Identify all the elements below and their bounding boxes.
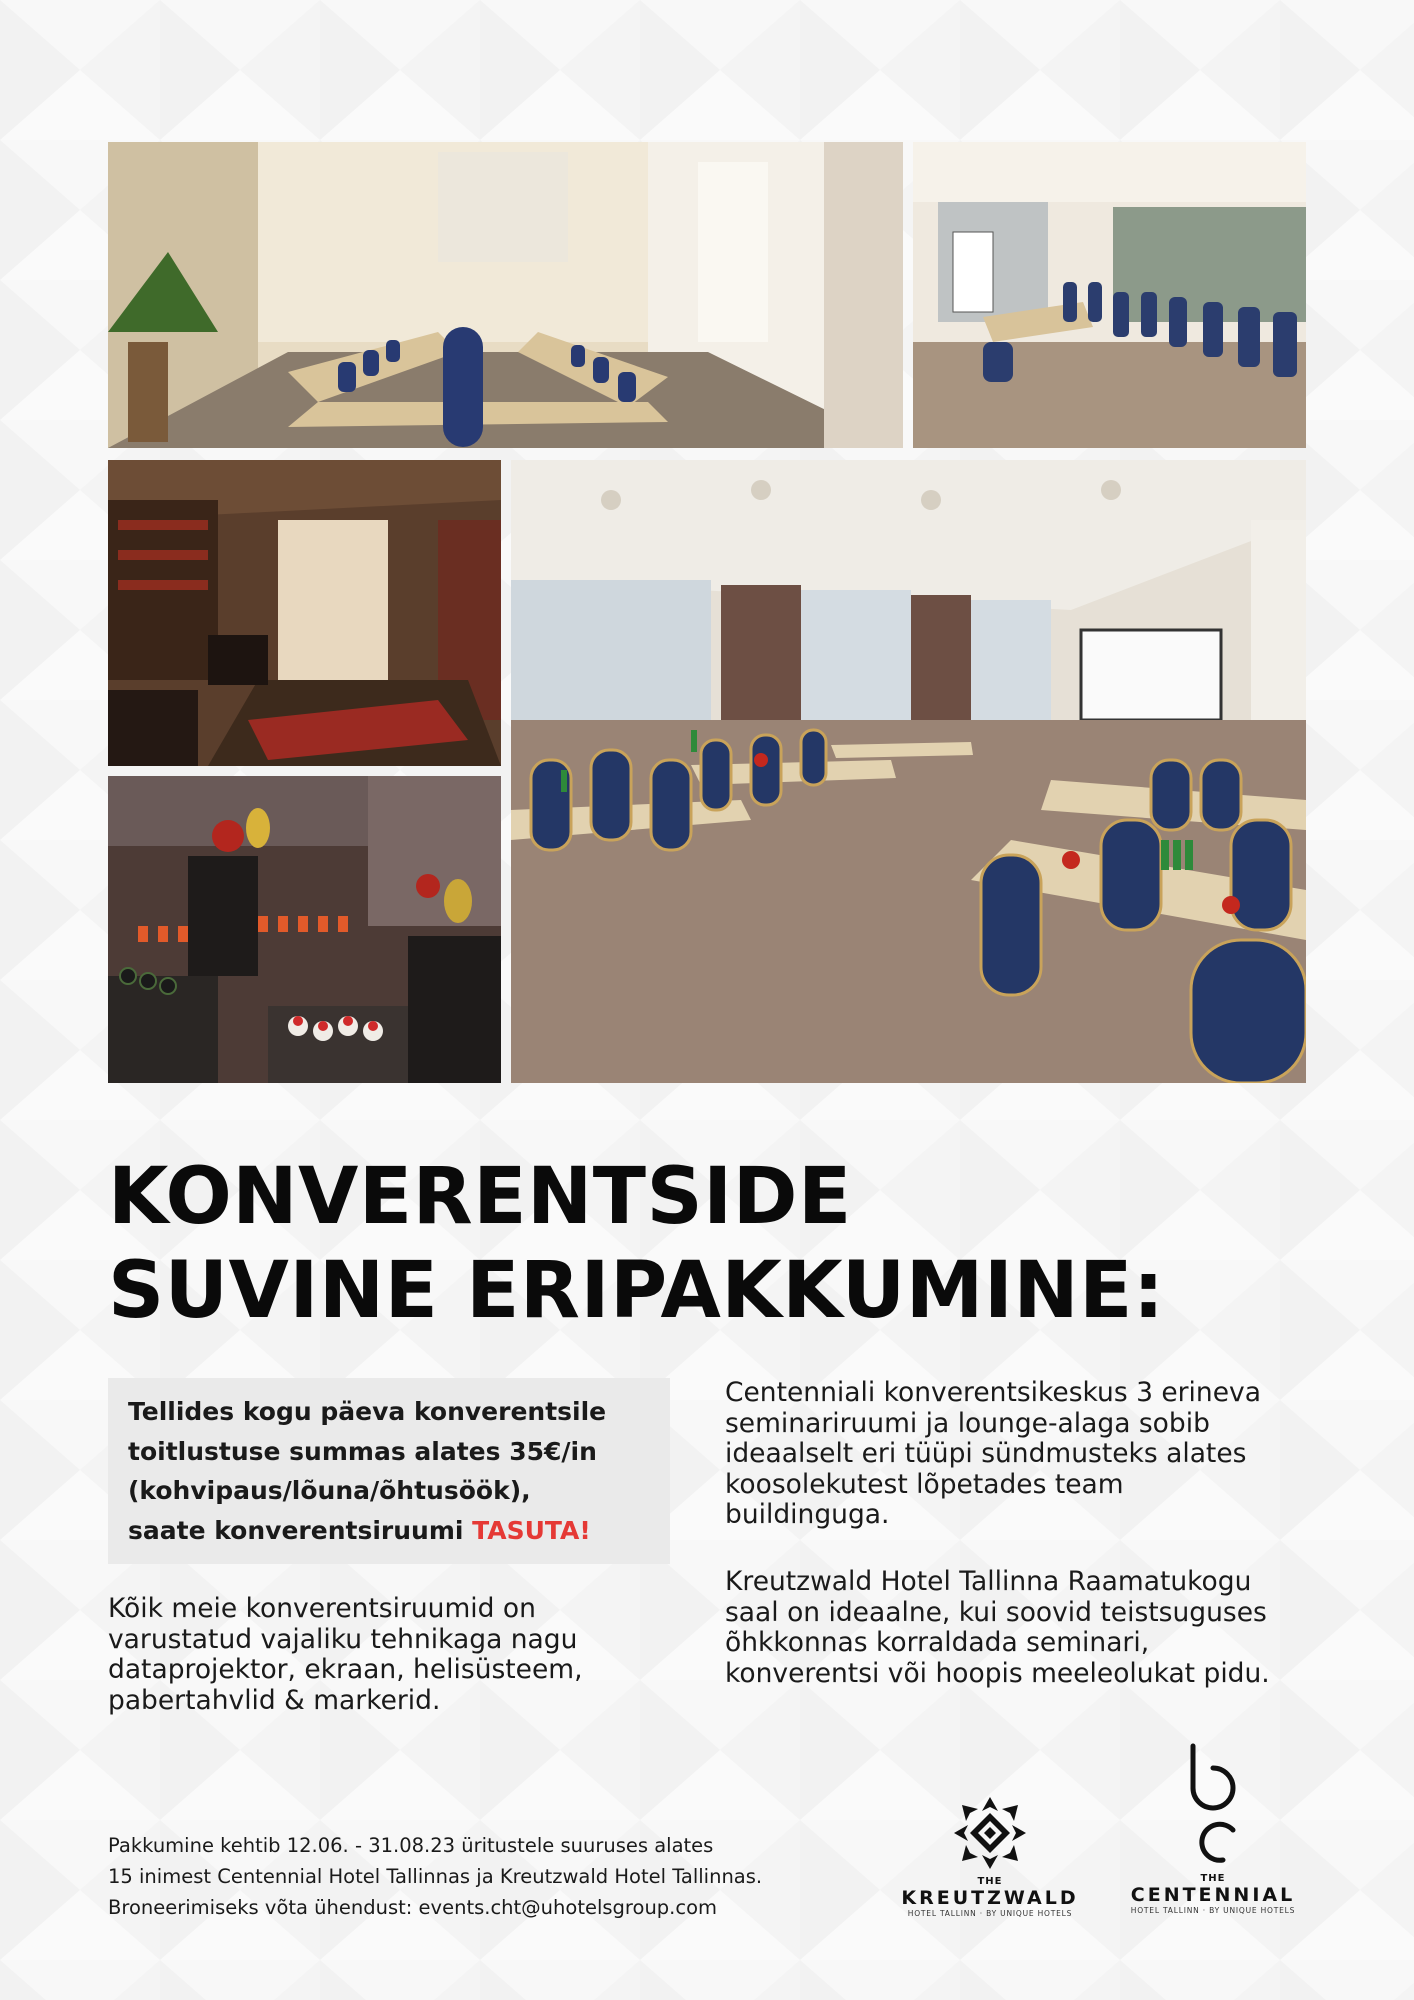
centennial-line-2: seminariruumi ja lounge-alaga sobib [725, 1407, 1210, 1439]
photo-seminar-room-flipchart [913, 142, 1306, 448]
promo-line-4-prefix: saate konverentsiruumi [128, 1515, 473, 1545]
centennial-line-1: Centenniali konverentsikeskus 3 erineva [725, 1377, 1261, 1408]
equipment-paragraph [108, 1594, 688, 1716]
kreutzwald-logo-sub: HOTEL TALLINN · BY UNIQUE HOTELS [907, 1909, 1073, 1918]
centennial-logo [1118, 1742, 1308, 1915]
kreutzwald-logo-the: THE [977, 1876, 1003, 1887]
centennial-logo-the: THE [1200, 1873, 1226, 1884]
bc-monogram-icon [1178, 1742, 1248, 1868]
kreutzwald-paragraph [725, 1567, 1365, 1689]
equipment-line-1: Kõik meie konverentsiruumid on [108, 1593, 536, 1624]
footer-offer-terms [108, 1830, 888, 1923]
photo-catering-buffet [108, 776, 501, 1083]
kreutzwald-logo [895, 1795, 1085, 1918]
kreutzwald-line-2: saal on ideaalne, kui soovid teistsuguses [725, 1596, 1267, 1628]
footer-line-2: 15 inimest Centennial Hotel Tallinnas ja Kreutzwald Hotel Tallinnas. [108, 1865, 763, 1888]
page-title [108, 1150, 1208, 1338]
centennial-paragraph [725, 1378, 1345, 1531]
photo-library-lounge [108, 460, 501, 766]
photo-large-conference-room [511, 460, 1306, 1083]
centennial-line-4: koosolekutest lõpetades team [725, 1468, 1124, 1500]
kreutzwald-line-1: Kreutzwald Hotel Tallinna Raamatukogu [725, 1566, 1252, 1597]
footer-line-1: Pakkumine kehtib 12.06. - 31.08.23 üritustele suuruses alates [108, 1834, 714, 1857]
centennial-line-5: buildinguga. [725, 1499, 890, 1530]
equipment-line-3: dataprojektor, ekraan, helisüsteem, [108, 1654, 583, 1685]
promo-text [128, 1392, 650, 1550]
kreutzwald-line-3: õhkkonnas korraldada seminari, [725, 1627, 1150, 1658]
title-line-2: SUVINE ERIPAKKUMINE: [108, 1246, 1165, 1336]
equipment-line-4: pabertahvlid & markerid. [108, 1684, 441, 1716]
promo-line-1: Tellides kogu päeva konverentsile [128, 1397, 607, 1426]
centennial-logo-name: CENTENNIAL [1130, 1884, 1296, 1906]
centennial-line-3: ideaalselt eri tüüpi sündmusteks alates [725, 1438, 1247, 1469]
kreutzwald-line-4: konverentsi või hoopis meeleolukat pidu. [725, 1657, 1270, 1689]
footer-line-3[interactable]: Broneerimiseks võta ühendust: events.cht@uhotelsgroup.com [108, 1896, 718, 1919]
kreutzwald-logo-name: KREUTZWALD [901, 1887, 1079, 1909]
promo-free-highlight: TASUTA! [472, 1515, 591, 1545]
photo-meeting-room-u-shape [108, 142, 903, 448]
equipment-line-2: varustatud vajaliku tehnikaga nagu [108, 1623, 578, 1655]
promo-line-3: (kohvipaus/lõuna/õhtusöök), [128, 1476, 531, 1505]
promo-line-2: toitlustuse summas alates 35€/in [128, 1436, 597, 1466]
centennial-logo-sub: HOTEL TALLINN · BY UNIQUE HOTELS [1130, 1906, 1296, 1915]
star-ornament-icon [952, 1795, 1028, 1871]
title-line-1: KONVERENTSIDE [108, 1152, 852, 1242]
promo-offer-box [108, 1378, 670, 1564]
